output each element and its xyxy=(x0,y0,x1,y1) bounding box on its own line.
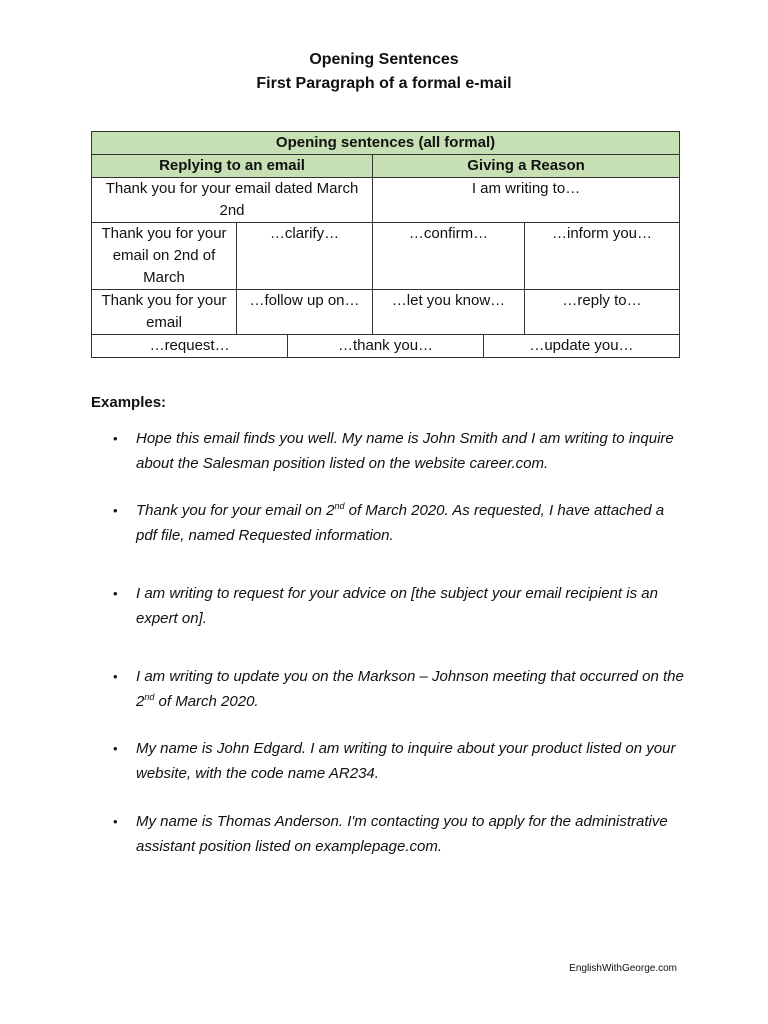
bullet-icon: • xyxy=(113,503,118,518)
list-item xyxy=(91,809,691,859)
opening-sentences-table xyxy=(91,131,680,358)
table-cell: I am writing to… xyxy=(373,178,680,223)
example-text: I am writing to update you on the Markson – Johnson meeting that occurred on the 2nd of March 2020. xyxy=(136,668,684,710)
bottom-row xyxy=(92,335,680,358)
example-text: I am writing to request for your advice on [the subject your email recipient is an expert on]. xyxy=(136,585,658,627)
example-text: Hope this email finds you well. My name is John Smith and I am writing to inquire about the Salesman position listed on the website career.com. xyxy=(136,430,674,472)
bullet-icon: • xyxy=(113,669,118,684)
example-text: My name is John Edgard. I am writing to inquire about your product listed on your website, with the code name AR234. xyxy=(136,740,676,782)
footer-site-name: EnglishWithGeorge.com xyxy=(569,963,677,974)
table-cell: Thank you for your email dated March 2nd xyxy=(92,178,373,223)
table-cell: …update you… xyxy=(529,337,634,354)
list-item xyxy=(91,664,691,714)
table-cell: …request… xyxy=(92,335,288,357)
bullet-icon: • xyxy=(113,586,118,601)
table-cell: …clarify… xyxy=(237,223,373,290)
list-item xyxy=(91,581,691,631)
table-cell: …reply to… xyxy=(525,290,680,335)
example-text: Thank you for your email on 2nd of March 2020. As requested, I have attached a pdf file, named Requested information. xyxy=(136,501,665,544)
title-line-2: First Paragraph of a formal e-mail xyxy=(256,75,512,92)
table-header: Opening sentences (all formal) xyxy=(92,132,680,155)
column-header-giving-reason: Giving a Reason xyxy=(373,155,680,178)
bullet-icon: • xyxy=(113,814,118,829)
table-cell: …inform you… xyxy=(525,223,680,290)
table-cell: …confirm… xyxy=(373,223,525,290)
table-cell: …thank you… xyxy=(288,335,484,357)
column-header-replying: Replying to an email xyxy=(92,155,373,178)
list-item xyxy=(91,736,691,786)
table-cell: Thank you for your email on 2nd of March xyxy=(92,223,237,290)
page-title xyxy=(0,48,768,96)
table-cell: Thank you for your email xyxy=(92,290,237,335)
bullet-icon: • xyxy=(113,741,118,756)
table-cell: …let you know… xyxy=(373,290,525,335)
title-line-1: Opening Sentences xyxy=(309,51,459,68)
example-text: My name is Thomas Anderson. I'm contacting you to apply for the administrative assistant position listed on examplepage.com. xyxy=(136,813,668,855)
list-item xyxy=(91,498,691,548)
table-cell: …follow up on… xyxy=(237,290,373,335)
examples-heading: Examples: xyxy=(91,394,167,411)
bullet-icon: • xyxy=(113,431,118,446)
list-item xyxy=(91,426,691,476)
bottom-row-table xyxy=(92,335,679,357)
